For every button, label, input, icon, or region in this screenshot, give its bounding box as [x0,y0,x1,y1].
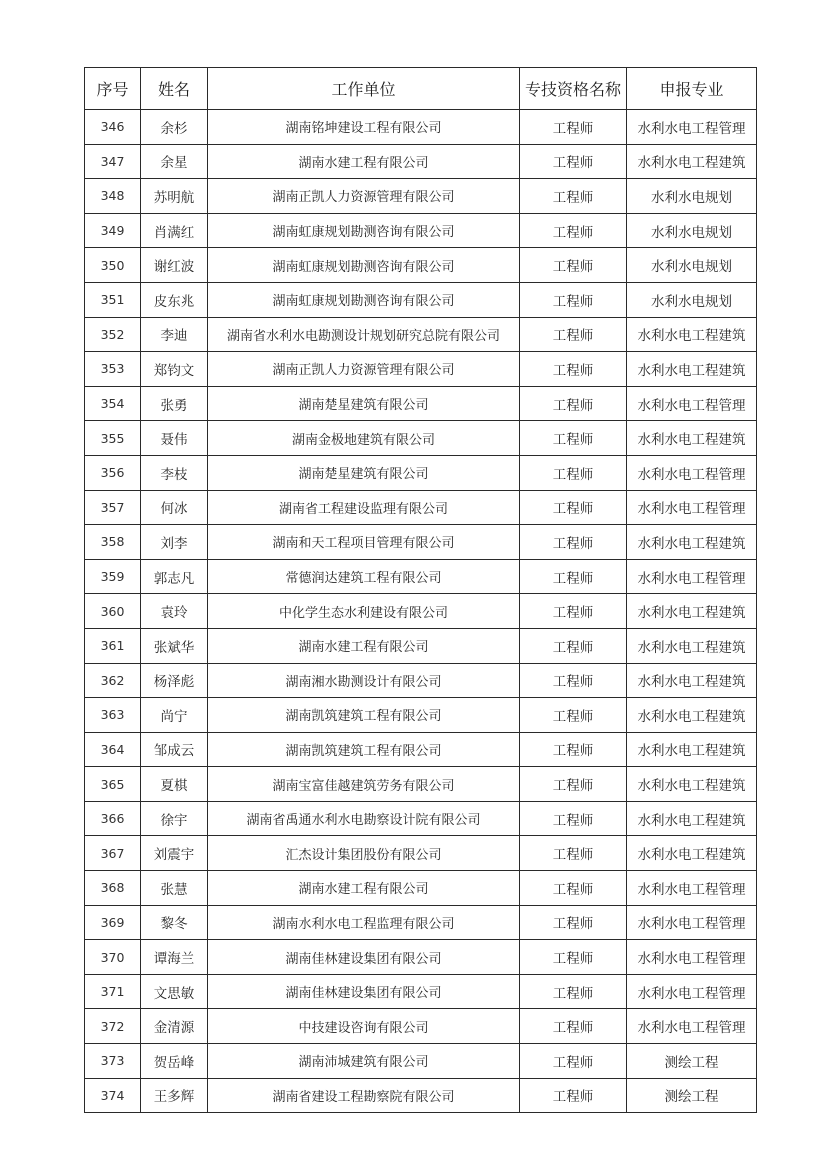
name-cell: 黎冬 [141,905,208,940]
table-row [85,282,757,317]
work-unit-cell: 湖南虹康规划勘测咨询有限公司 [208,213,520,248]
table-row [85,110,757,145]
table-body [85,110,757,1113]
qualification-cell: 工程师 [520,352,627,387]
table-row [85,1078,757,1113]
name-cell: 徐宇 [141,801,208,836]
seq-cell: 350 [85,248,141,283]
name-cell: 尚宁 [141,698,208,733]
work-unit-cell: 湖南楚星建筑有限公司 [208,386,520,421]
table-row [85,663,757,698]
seq-cell: 361 [85,628,141,663]
specialty-cell: 水利水电工程管理 [627,940,757,975]
table-row [85,490,757,525]
work-unit-cell: 汇杰设计集团股份有限公司 [208,836,520,871]
name-cell: 贺岳峰 [141,1044,208,1079]
seq-cell: 351 [85,282,141,317]
qualification-cell: 工程师 [520,698,627,733]
qualification-cell: 工程师 [520,559,627,594]
table-row [85,871,757,906]
work-unit-cell: 湖南凯筑建筑工程有限公司 [208,732,520,767]
specialty-cell: 水利水电工程建筑 [627,801,757,836]
seq-cell: 348 [85,179,141,214]
work-unit-cell: 中技建设咨询有限公司 [208,1009,520,1044]
qualification-cell: 工程师 [520,282,627,317]
seq-cell: 349 [85,213,141,248]
work-unit-cell: 湖南佳林建设集团有限公司 [208,940,520,975]
specialty-cell: 水利水电工程建筑 [627,525,757,560]
work-unit-cell: 湖南虹康规划勘测咨询有限公司 [208,282,520,317]
specialty-cell: 水利水电工程建筑 [627,767,757,802]
qualification-cell: 工程师 [520,905,627,940]
qualification-cell: 工程师 [520,974,627,1009]
qualification-cell: 工程师 [520,144,627,179]
seq-cell: 362 [85,663,141,698]
table-row [85,1044,757,1079]
qualification-cell: 工程师 [520,1078,627,1113]
specialty-cell: 水利水电工程建筑 [627,836,757,871]
name-cell: 皮东兆 [141,282,208,317]
seq-cell: 363 [85,698,141,733]
specialty-cell: 水利水电工程建筑 [627,144,757,179]
seq-cell: 353 [85,352,141,387]
specialty-cell: 水利水电规划 [627,179,757,214]
work-unit-cell: 湖南省水利水电勘测设计规划研究总院有限公司 [208,317,520,352]
specialty-cell: 水利水电工程管理 [627,110,757,145]
work-unit-cell: 湖南正凯人力资源管理有限公司 [208,352,520,387]
table-row [85,767,757,802]
name-cell: 李枝 [141,455,208,490]
qualification-cell: 工程师 [520,663,627,698]
name-cell: 郭志凡 [141,559,208,594]
work-unit-cell: 湖南虹康规划勘测咨询有限公司 [208,248,520,283]
seq-cell: 370 [85,940,141,975]
qualification-cell: 工程师 [520,110,627,145]
qualification-cell: 工程师 [520,1044,627,1079]
seq-cell: 369 [85,905,141,940]
name-cell: 文思敏 [141,974,208,1009]
table-row [85,352,757,387]
seq-cell: 356 [85,455,141,490]
specialty-cell: 水利水电工程管理 [627,386,757,421]
specialty-cell: 水利水电规划 [627,248,757,283]
specialty-cell: 水利水电工程建筑 [627,663,757,698]
table-row [85,213,757,248]
table-header-row [85,68,757,110]
name-cell: 刘李 [141,525,208,560]
table-row [85,144,757,179]
work-unit-cell: 湖南凯筑建筑工程有限公司 [208,698,520,733]
specialty-cell: 水利水电工程建筑 [627,698,757,733]
specialty-cell: 水利水电工程管理 [627,455,757,490]
work-unit-cell: 湖南湘水勘测设计有限公司 [208,663,520,698]
work-unit-cell: 湖南水建工程有限公司 [208,871,520,906]
specialty-cell: 水利水电工程建筑 [627,732,757,767]
qualification-cell: 工程师 [520,940,627,975]
table-row [85,1009,757,1044]
name-cell: 谭海兰 [141,940,208,975]
qualification-cell: 工程师 [520,386,627,421]
name-cell: 肖满红 [141,213,208,248]
seq-cell: 354 [85,386,141,421]
table-row [85,317,757,352]
seq-cell: 367 [85,836,141,871]
specialty-cell: 水利水电工程管理 [627,871,757,906]
table-row [85,179,757,214]
seq-cell: 372 [85,1009,141,1044]
specialty-cell: 测绘工程 [627,1044,757,1079]
name-cell: 夏棋 [141,767,208,802]
name-cell: 何冰 [141,490,208,525]
seq-cell: 358 [85,525,141,560]
seq-cell: 346 [85,110,141,145]
work-unit-cell: 湖南铭坤建设工程有限公司 [208,110,520,145]
header-seq: 序号 [85,68,141,110]
seq-cell: 364 [85,732,141,767]
seq-cell: 366 [85,801,141,836]
specialty-cell: 水利水电工程管理 [627,905,757,940]
specialty-cell: 水利水电规划 [627,213,757,248]
specialty-cell: 水利水电工程建筑 [627,352,757,387]
work-unit-cell: 湖南水利水电工程监理有限公司 [208,905,520,940]
applicant-table [84,67,757,1113]
specialty-cell: 水利水电工程建筑 [627,317,757,352]
header-unit: 工作单位 [208,68,520,110]
work-unit-cell: 常德润达建筑工程有限公司 [208,559,520,594]
name-cell: 刘震宇 [141,836,208,871]
work-unit-cell: 湖南水建工程有限公司 [208,144,520,179]
table-row [85,559,757,594]
work-unit-cell: 湖南金极地建筑有限公司 [208,421,520,456]
table-row [85,974,757,1009]
seq-cell: 368 [85,871,141,906]
name-cell: 余星 [141,144,208,179]
work-unit-cell: 湖南水建工程有限公司 [208,628,520,663]
name-cell: 李迪 [141,317,208,352]
qualification-cell: 工程师 [520,594,627,629]
name-cell: 金清源 [141,1009,208,1044]
specialty-cell: 水利水电工程建筑 [627,421,757,456]
name-cell: 谢红波 [141,248,208,283]
seq-cell: 357 [85,490,141,525]
table-row [85,455,757,490]
work-unit-cell: 湖南省禹通水利水电勘察设计院有限公司 [208,801,520,836]
table-row [85,732,757,767]
name-cell: 苏明航 [141,179,208,214]
name-cell: 郑钧文 [141,352,208,387]
table-row [85,525,757,560]
table-row [85,698,757,733]
work-unit-cell: 中化学生态水利建设有限公司 [208,594,520,629]
seq-cell: 359 [85,559,141,594]
work-unit-cell: 湖南和天工程项目管理有限公司 [208,525,520,560]
table-row [85,940,757,975]
qualification-cell: 工程师 [520,871,627,906]
qualification-cell: 工程师 [520,490,627,525]
qualification-cell: 工程师 [520,1009,627,1044]
name-cell: 王多辉 [141,1078,208,1113]
seq-cell: 371 [85,974,141,1009]
header-specialty: 申报专业 [627,68,757,110]
table-row [85,836,757,871]
work-unit-cell: 湖南楚星建筑有限公司 [208,455,520,490]
qualification-cell: 工程师 [520,179,627,214]
specialty-cell: 测绘工程 [627,1078,757,1113]
specialty-cell: 水利水电工程管理 [627,974,757,1009]
table-row [85,801,757,836]
qualification-cell: 工程师 [520,628,627,663]
table-row [85,248,757,283]
specialty-cell: 水利水电工程管理 [627,559,757,594]
specialty-cell: 水利水电工程管理 [627,490,757,525]
work-unit-cell: 湖南省工程建设监理有限公司 [208,490,520,525]
work-unit-cell: 湖南宝富佳越建筑劳务有限公司 [208,767,520,802]
qualification-cell: 工程师 [520,767,627,802]
specialty-cell: 水利水电工程建筑 [627,628,757,663]
qualification-cell: 工程师 [520,801,627,836]
name-cell: 张勇 [141,386,208,421]
seq-cell: 373 [85,1044,141,1079]
seq-cell: 360 [85,594,141,629]
header-qualification: 专技资格名称 [520,68,627,110]
work-unit-cell: 湖南正凯人力资源管理有限公司 [208,179,520,214]
table-row [85,628,757,663]
table-row [85,905,757,940]
table-row [85,421,757,456]
seq-cell: 352 [85,317,141,352]
name-cell: 杨泽彪 [141,663,208,698]
work-unit-cell: 湖南佳林建设集团有限公司 [208,974,520,1009]
qualification-cell: 工程师 [520,421,627,456]
seq-cell: 347 [85,144,141,179]
qualification-cell: 工程师 [520,836,627,871]
qualification-cell: 工程师 [520,213,627,248]
seq-cell: 374 [85,1078,141,1113]
table-row [85,594,757,629]
qualification-cell: 工程师 [520,248,627,283]
seq-cell: 365 [85,767,141,802]
seq-cell: 355 [85,421,141,456]
name-cell: 袁玲 [141,594,208,629]
name-cell: 张斌华 [141,628,208,663]
name-cell: 张慧 [141,871,208,906]
name-cell: 聂伟 [141,421,208,456]
header-name: 姓名 [141,68,208,110]
specialty-cell: 水利水电规划 [627,282,757,317]
qualification-cell: 工程师 [520,732,627,767]
specialty-cell: 水利水电工程管理 [627,1009,757,1044]
qualification-cell: 工程师 [520,525,627,560]
name-cell: 余杉 [141,110,208,145]
table-row [85,386,757,421]
specialty-cell: 水利水电工程建筑 [627,594,757,629]
qualification-cell: 工程师 [520,317,627,352]
name-cell: 邹成云 [141,732,208,767]
work-unit-cell: 湖南沛城建筑有限公司 [208,1044,520,1079]
qualification-cell: 工程师 [520,455,627,490]
work-unit-cell: 湖南省建设工程勘察院有限公司 [208,1078,520,1113]
